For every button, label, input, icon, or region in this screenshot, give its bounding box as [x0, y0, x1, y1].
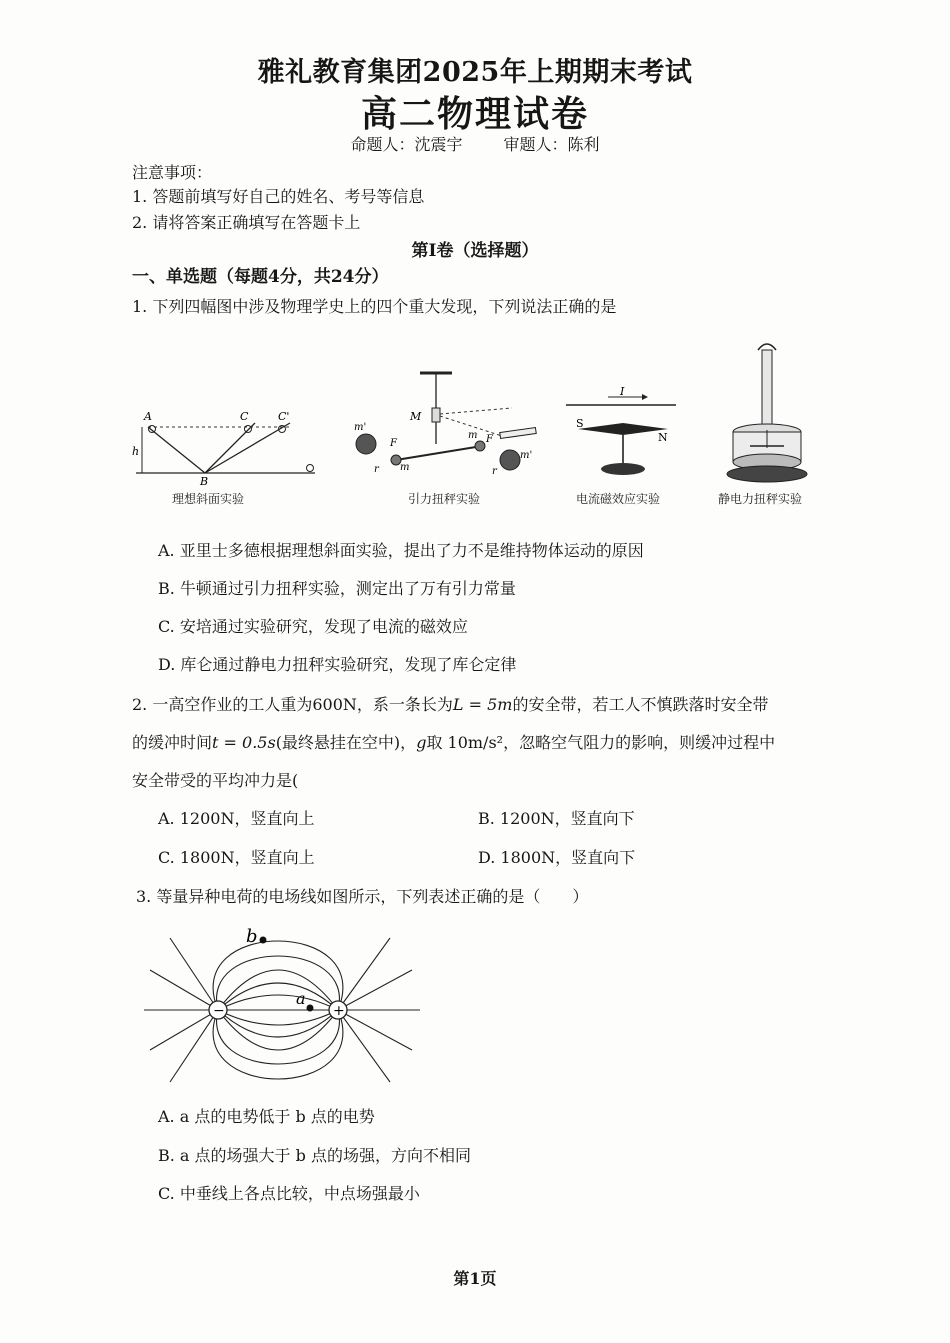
q1-option-A: A. 亚里士多德根据理想斜面实验，提出了力不是维持物体运动的原因: [158, 541, 644, 560]
caption-oersted: 电流磁效应实验: [576, 492, 661, 506]
q2-text-1c: 的安全带，若工人不慎跌落时安全带: [512, 695, 769, 714]
point-b-label: b: [246, 926, 258, 947]
label-h: h: [132, 445, 140, 458]
q2-text-2e: 取 10m/s²，忽略空气阻力的影响，则缓冲过程中: [426, 733, 776, 752]
incline-figure: [130, 405, 330, 485]
label-m-prime-left: m': [354, 422, 367, 433]
q3-option-B: B. a 点的场强大于 b 点的场强，方向不相同: [158, 1146, 471, 1165]
notice-item-1: 1. 答题前填写好自己的姓名、考号等信息: [132, 187, 425, 206]
notice-heading: 注意事项：: [132, 163, 213, 182]
electric-field-figure: [140, 918, 430, 1098]
caption-coulomb: 静电力扭秤实验: [718, 492, 803, 506]
label-r-right: r: [492, 466, 497, 477]
q3-stem: 3. 等量异种电荷的电场线如图所示，下列表述正确的是（ ）: [136, 887, 589, 906]
notice-item-2: 2. 请将答案正确填写在答题卡上: [132, 213, 361, 232]
q2-time-value: t = 0.5s: [212, 733, 276, 752]
caption-incline: 理想斜面实验: [172, 492, 245, 506]
label-m-prime-right: m': [520, 450, 533, 461]
label-B: B: [200, 475, 209, 485]
coulomb-balance-figure: [722, 340, 812, 486]
q2-line-1: [132, 692, 768, 715]
paper-title: 高二物理试卷: [360, 93, 589, 135]
label-C: C: [240, 410, 249, 423]
q2-gravity-symbol: g: [416, 733, 427, 752]
q1-option-C: C. 安培通过实验研究，发现了电流的磁效应: [158, 617, 468, 636]
q2-line-3: 安全带受的平均冲力是(: [132, 771, 299, 790]
q1-option-D: D. 库仑通过静电力扭秤实验研究，发现了库仑定律: [158, 655, 517, 674]
q1-stem: 1. 下列四幅图中涉及物理学史上的四个重大发现，下列说法正确的是: [132, 297, 617, 316]
reviewer: 审题人：陈利: [503, 135, 600, 154]
label-N: N: [658, 431, 668, 444]
q2-option-D: D. 1800N，竖直向下: [478, 848, 636, 867]
authors-line: [0, 132, 950, 155]
exam-title: 雅礼教育集团2025年上期期末考试: [257, 57, 693, 88]
caption-torsion: 引力扭秤实验: [408, 492, 481, 506]
negative-charge-sign: −: [213, 1003, 225, 1019]
q1-option-B: B. 牛顿通过引力扭秤实验，测定出了万有引力常量: [158, 579, 516, 598]
positive-charge-sign: +: [333, 1003, 345, 1019]
label-r-left: r: [374, 464, 379, 475]
label-I: I: [620, 385, 625, 398]
volume-title: 第Ⅰ卷（选择题）: [411, 241, 539, 261]
q2-option-A: A. 1200N，竖直向上: [158, 809, 315, 828]
q2-text-2c: (最终悬挂在空中)，: [275, 733, 417, 752]
label-M: M: [410, 410, 422, 423]
q2-option-C: C. 1800N，竖直向上: [158, 848, 315, 867]
label-S: S: [576, 417, 584, 430]
label-F-right: F: [486, 434, 493, 445]
setter: 命题人：沈震宇: [350, 135, 463, 154]
section1-title: 一、单选题（每题4分，共24分）: [132, 267, 389, 287]
oersted-figure: [558, 385, 688, 485]
q2-text-1a: 2. 一高空作业的工人重为600N，系一条长为: [132, 695, 453, 714]
page-number: 第1页: [453, 1269, 497, 1288]
label-A: A: [144, 410, 152, 423]
label-C-prime: C': [278, 410, 290, 423]
point-a-label: a: [296, 989, 306, 1008]
q2-text-2a: 的缓冲时间: [132, 733, 213, 752]
q2-length-value: L = 5m: [452, 695, 513, 714]
q2-option-B: B. 1200N，竖直向下: [478, 809, 635, 828]
label-m-left: m: [400, 462, 410, 473]
q2-line-2: [132, 730, 775, 753]
q3-option-A: A. a 点的电势低于 b 点的电势: [158, 1107, 375, 1126]
label-m-right: m: [468, 430, 478, 441]
q3-option-C: C. 中垂线上各点比较，中点场强最小: [158, 1184, 420, 1203]
label-F-left: F: [390, 438, 397, 449]
torsion-balance-figure: [352, 368, 542, 486]
